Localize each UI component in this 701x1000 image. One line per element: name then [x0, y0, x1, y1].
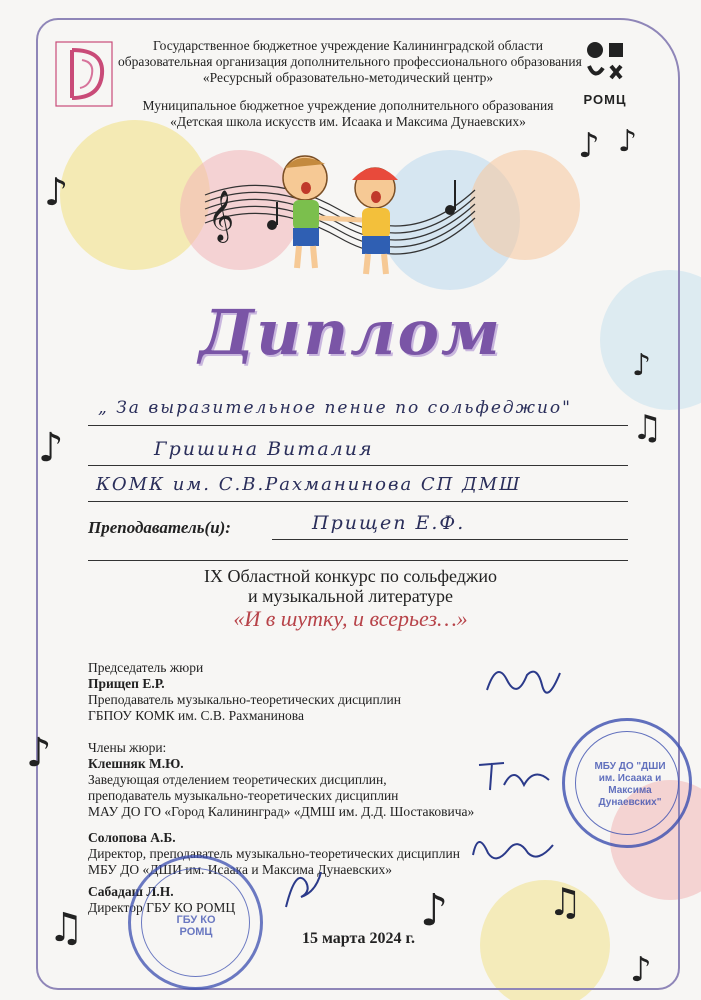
recipient-field	[88, 438, 628, 466]
romc-logo	[585, 40, 627, 88]
institution-value: КОМК им. С.В.Рахманинова СП ДМШ	[96, 474, 522, 495]
signature-member-3	[276, 862, 326, 912]
music-note-icon: ♫	[48, 905, 84, 951]
nomination-value: „ За выразительное пение по сольфеджио"	[98, 398, 572, 418]
contest-subtitle: «И в шутку, и всерьез…»	[233, 606, 468, 631]
music-note-icon: ♪	[26, 730, 52, 776]
official-stamp-school	[562, 718, 692, 848]
institution-logo	[52, 38, 116, 110]
co-organizer-line: «Детская школа искусств им. Исаака и Максима Дунаевских»	[170, 114, 526, 129]
music-note-icon: ♪	[578, 126, 600, 166]
jury-member-role: Заведующая отделением теоретических дисциплин,	[88, 772, 387, 787]
music-note-icon: ♪	[38, 425, 64, 471]
romc-logo-text: РОМЦ	[583, 92, 627, 107]
svg-text:𝄞: 𝄞	[208, 190, 235, 241]
jury-member-role: МАУ ДО ГО «Город Калининград» «ДМШ им. Д.Д. Шостаковича»	[88, 804, 475, 819]
jury-chair-label: Председатель жюри	[88, 660, 204, 675]
jury-member-role: Директор, преподаватель музыкально-теоретических дисциплин	[88, 846, 460, 861]
jury-member-name: Клешняк М.Ю.	[88, 756, 184, 771]
music-note-icon: ♫	[632, 408, 663, 448]
co-organizer-header	[118, 98, 578, 130]
music-note-icon: ♪	[420, 885, 449, 936]
stamp-text: МБУ ДО "ДШИ им. Исаака и Максима Дунаевских"	[594, 761, 666, 808]
music-note-icon: ♪	[630, 950, 652, 990]
music-note-icon: ♪	[618, 124, 638, 159]
teacher-value: Прищеп Е.Ф.	[312, 512, 466, 534]
stamp-text: ГБУ КО РОМЦ	[176, 914, 216, 938]
diploma-title: Диплом	[199, 296, 502, 369]
jury-chair-name: Прищеп Е.Р.	[88, 676, 165, 691]
organizer-line: Государственное бюджетное учреждение Калининградской области	[153, 38, 543, 53]
jury-member-name: Сабадаш Л.Н.	[88, 884, 174, 899]
music-note-icon: ♫	[548, 880, 583, 924]
jury-members-label: Члены жюри:	[88, 740, 167, 755]
jury-member-name: Солопова А.Б.	[88, 830, 176, 845]
contest-line: IX Областной конкурс по сольфеджио	[204, 566, 497, 586]
nomination-field	[88, 398, 628, 426]
singing-children-illustration	[200, 150, 480, 280]
music-note-icon: ♪	[632, 348, 652, 383]
institution-field	[88, 474, 628, 502]
music-note-icon: ♪	[44, 170, 69, 214]
organizer-header	[118, 38, 582, 86]
jury-chair-role: ГБПОУ КОМК им. С.В. Рахманинова	[88, 708, 304, 723]
jury-member-1	[88, 740, 474, 820]
signature-member-2	[468, 825, 558, 870]
organizer-line: «Ресурсный образовательно-методический центр»	[202, 70, 494, 85]
jury-member-role: Директор ГБУ КО РОМЦ	[88, 900, 236, 915]
contest-title	[0, 566, 701, 606]
jury-chair	[88, 660, 401, 724]
blank-line	[88, 534, 628, 561]
signature-member-1	[474, 755, 554, 795]
teacher-label: Преподаватель(и):	[88, 518, 231, 537]
contest-line: и музыкальной литературе	[248, 586, 453, 606]
issue-date: 15 марта 2024 г.	[302, 930, 415, 947]
jury-member-role: преподаватель музыкально-теоретических дисциплин	[88, 788, 399, 803]
co-organizer-line: Муниципальное бюджетное учреждение дополнительного образования	[142, 98, 554, 113]
jury-member-role: МБУ ДО «ДШИ им. Исаака и Максима Дунаевских»	[88, 862, 392, 877]
organizer-line: образовательная организация дополнительного профессионального образования	[118, 54, 582, 69]
recipient-value: Гришина Виталия	[154, 438, 374, 460]
jury-chair-role: Преподаватель музыкально-теоретических дисциплин	[88, 692, 401, 707]
signature-chair	[482, 655, 562, 700]
jury-member-2	[88, 830, 460, 878]
official-stamp-romc	[128, 855, 263, 990]
